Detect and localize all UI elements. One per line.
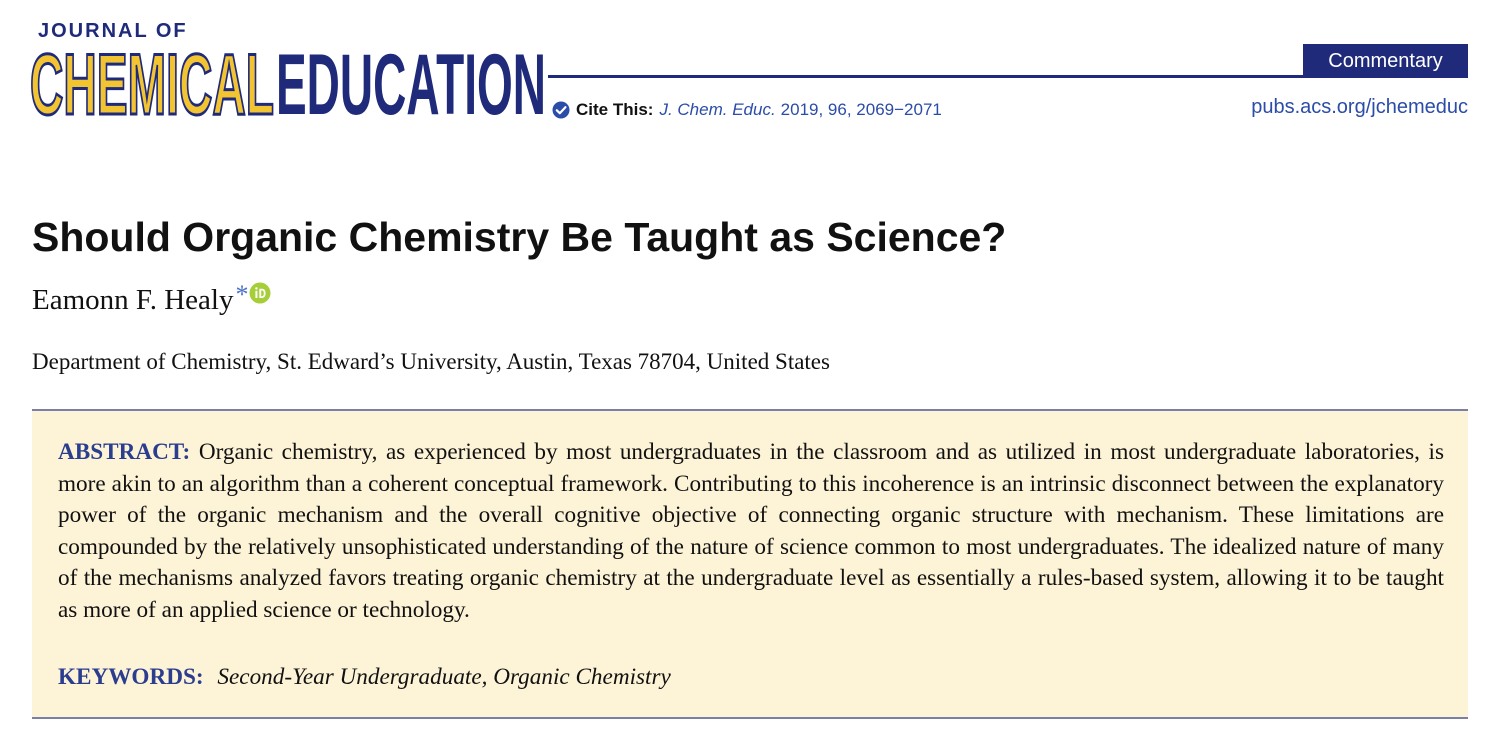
author-name[interactable]: Eamonn F. Healy — [32, 284, 234, 316]
keywords-values: Second-Year Undergraduate, Organic Chemistry — [217, 664, 671, 690]
orcid-icon[interactable] — [249, 282, 271, 304]
journal-url-link[interactable]: pubs.acs.org/jchemeduc — [1251, 96, 1468, 118]
logo-word-chemical: CHEMICAL — [30, 40, 274, 120]
cite-label: Cite This: — [576, 100, 654, 119]
article-type-badge: Commentary — [1303, 44, 1468, 78]
abstract-label: ABSTRACT: — [58, 439, 191, 465]
author-affiliation: Department of Chemistry, St. Edward’s University, Austin, Texas 78704, United States — [32, 349, 830, 374]
corresponding-author-mark[interactable]: * — [235, 279, 249, 309]
check-badge-icon — [552, 101, 570, 119]
keywords-label: KEYWORDS: — [58, 664, 204, 690]
abstract-paragraph — [58, 437, 1444, 627]
journal-small-title: JOURNAL OF — [38, 20, 188, 42]
journal-logo[interactable] — [30, 40, 548, 120]
abstract-text: Organic chemistry, as experienced by most undergraduates in the classroom and as utilized in most undergraduate laboratories, is more akin to an algorithm than a coherent conceptual framework. Contributing to this incoherence is an intrinsic disconnect between the explanatory power of the organic mechanism and the overall cognitive objective of connecting organic structure with mechanism. These limitations are compounded by the relatively unsophisticated understanding of the nature of science common to most undergraduates. The idealized nature of many of the mechanisms analyzed favors treating organic chemistry at the undergraduate level as essentially a rules-based system, allowing it to be taught as more of an applied science or technology. — [58, 439, 1445, 623]
article-title: Should Organic Chemistry Be Taught as Science? — [32, 214, 1007, 260]
cite-journal[interactable]: J. Chem. Educ. — [659, 100, 776, 119]
logo-word-education: EDUCATION — [276, 40, 546, 120]
abstract-box — [32, 409, 1468, 719]
keywords-row — [58, 664, 671, 691]
cite-details[interactable]: 2019, 96, 2069−2071 — [780, 100, 942, 119]
author-row — [32, 279, 271, 317]
cite-this-row[interactable] — [552, 100, 942, 120]
